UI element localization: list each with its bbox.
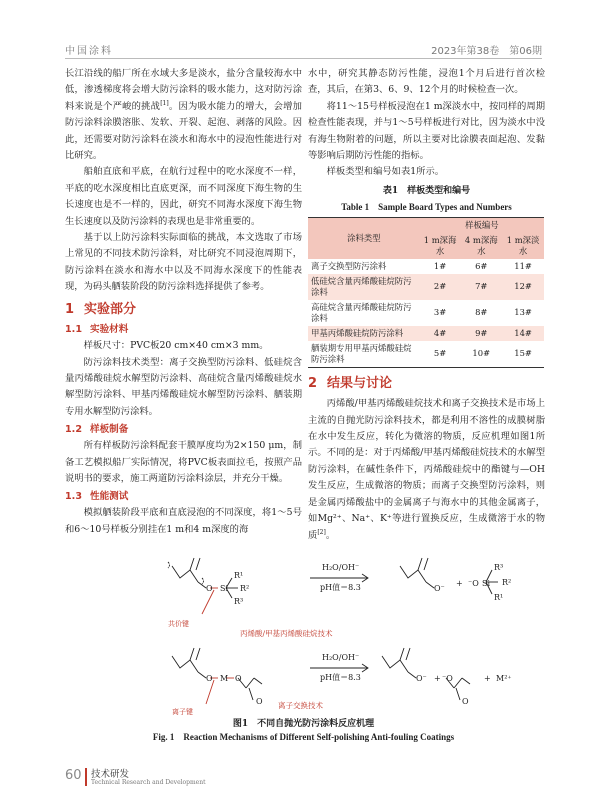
svg-text:R³: R³: [494, 563, 504, 572]
paragraph: 将11～15号样板浸泡在1 m深淡水中，按同样的周期检查性能表现，并与1～5号样板进行对比，因为淡水中没有海生物附着的问题，所以主要对比涂膜表面起泡、发黏等影响后期防污性能的指标。: [308, 100, 545, 162]
table-row: 低硅烷含量丙烯酸硅烷防污涂料 2# 7# 12#: [308, 274, 544, 300]
svg-text:R¹: R¹: [234, 571, 244, 580]
svg-text:+: +: [456, 579, 463, 588]
table-subheader: 1 m深海水: [420, 233, 461, 259]
figure-caption-cn: 图1 不同自抛光防污涂料反应机理: [232, 719, 375, 729]
svg-text:O: O: [206, 674, 213, 683]
svg-text:pH值＝8.3: pH值＝8.3: [320, 673, 361, 682]
paragraph: 水中，研究其静态防污性能，浸泡1个月后进行首次检查，其后，在第3、6、9、12个月的时候检查一次。: [308, 68, 545, 96]
svg-text:Si: Si: [220, 584, 229, 593]
label-silane-tech: 丙烯酸/甲基丙烯酸硅烷技术: [240, 629, 333, 638]
header-rule: [65, 58, 542, 59]
table-header-type: 涂料类型: [308, 217, 420, 259]
label-ion-tech: 离子交换技术: [278, 701, 323, 710]
condition-reagent: H₂O/OH⁻: [322, 563, 360, 572]
paragraph: 模拟舾装阶段平底和直底浸泡的不同深度，将1～5号和6～10号样板分别挂在1 m和4 m深度的海: [65, 507, 302, 535]
sample-table: [308, 217, 544, 368]
svg-text:R²: R²: [502, 578, 512, 587]
label-covalent: 共价键: [168, 620, 189, 628]
paragraph: 样板尺寸：PVC板20 cm×40 cm×3 mm。: [83, 340, 269, 352]
table-caption-en: Table 1 Sample Board Types and Numbers: [341, 201, 512, 212]
paragraph: 样板类型和编号如表1所示。: [326, 166, 445, 178]
running-header: [65, 42, 542, 56]
svg-text:H₂O/OH⁻: H₂O/OH⁻: [322, 653, 360, 662]
subsection-heading: 1.3 性能测试: [65, 491, 129, 503]
svg-text:O: O: [256, 697, 263, 706]
table-row: 舾装期专用甲基丙烯酸硅烷防污涂料 5# 10# 15#: [308, 341, 544, 368]
svg-text:O: O: [462, 697, 469, 706]
table-row: 离子交换型防污涂料 1# 6# 11#: [311, 260, 532, 271]
svg-text:O⁻: O⁻: [434, 584, 445, 593]
svg-text:O: O: [206, 584, 213, 593]
table-row: 甲基丙烯酸硅烷防污涂料 4# 9# 14#: [308, 326, 544, 341]
journal-name: 中国涂料: [65, 46, 113, 57]
table-row: 高硅烷含量丙烯酸硅烷防污涂料 3# 8# 13#: [311, 301, 532, 323]
figure-caption-en: Fig. 1 Reaction Mechanisms of Different Self-polishing Anti-fouling Coatings: [152, 732, 455, 742]
table-subheader: 4 m深海水: [460, 233, 502, 259]
label-ionic: 离子键: [172, 708, 193, 716]
section-name: 技术研发: [91, 769, 130, 780]
table-caption-cn: 表1 样板类型和编号: [382, 185, 471, 196]
svg-text:+: +: [484, 674, 491, 683]
polymer-backbone: [172, 566, 198, 582]
table-header-group: 样板编号: [420, 217, 544, 233]
section-name-en: Technical Research and Development: [91, 779, 206, 786]
svg-text:O⁻: O⁻: [416, 674, 427, 683]
metal-ion: M²⁺: [496, 674, 512, 683]
right-column: [308, 66, 545, 544]
condition-ph: pH值＝8.3: [320, 583, 361, 592]
section-heading: 1 实验部分: [65, 301, 137, 317]
section-heading: 2 结果与讨论: [308, 375, 393, 391]
svg-text:R²: R²: [240, 584, 250, 593]
svg-text:+: +: [434, 674, 441, 683]
page-number: 60: [65, 768, 82, 783]
paragraph: 防污涂料技术类型：离子交换型防污涂料、低硅烷含量丙烯酸硅烷水解型防污涂料、高硅烷含量丙烯酸硅烷水解型防污涂料、甲基丙烯酸硅烷水解型防污涂料、舾装期专用水解型防污涂料。: [65, 356, 302, 417]
svg-text:⁻O: ⁻O: [442, 674, 453, 683]
paragraph: 丙烯酸/甲基丙烯酸硅烷技术和离子交换技术是市场上主流的自抛光防污涂料技术，都是利用不溶性的成膜树脂在水中发生反应，转化为微溶的物质，反应机理如图1所示。不同的是：对于丙烯酸/甲基丙烯酸硅烷技术的水解型防污涂料，在碱性条件下，丙烯酸硅烷中的酯键与—OH发生反应，生成微溶的物质；而离子交换型防污涂料，则是金属丙烯酸盐中的金属离子与海水中的其他金属离子，如Mg²⁺、Na⁺、K⁺等进行置换反应，生成微溶于水的物质[2]。: [308, 398, 545, 541]
table-subheader: 1 m深淡水: [502, 233, 544, 259]
svg-text:O: O: [235, 674, 242, 683]
svg-text:M: M: [220, 674, 229, 683]
svg-text:⁻O: ⁻O: [468, 579, 479, 588]
issue-info: 2023年第38卷 第06期: [431, 46, 542, 57]
left-column: [65, 66, 302, 538]
svg-text:R¹: R¹: [494, 593, 504, 602]
subsection-heading: 1.1 实验材料: [65, 324, 129, 336]
paragraph: 基于以上防污涂料实际面临的挑战，本文选取了市场上常见的不同技术防污涂料，对比研究不同浸泡周期下，防污涂料在淡水和海水中以及不同海水深度下的性能表现，为码头舾装阶段的防污涂料选择提供了参考。: [65, 232, 302, 293]
subsection-heading: 1.2 样板制备: [65, 424, 129, 436]
svg-text:R³: R³: [234, 597, 244, 606]
paragraph: 长江沿线的船厂所在水域大多是淡水，盐分含量较海水中低，渗透梯度将会增大防污涂料的吸水能力，这对防污涂料来说是个严峻的挑战[1]。因为吸水能力的增大，会增加防污涂料涂膜溶胀、发软、开裂、起泡、剥落的风险。因此，还需要对防污涂料在淡水和海水中的浸泡性能进行对比研究。: [65, 68, 302, 162]
paragraph: 所有样板防污涂料配套干膜厚度均为2×150 μm，制备工艺模拟船厂实际情况，将PVC板表面拉毛，按照产品说明书的要求，施工两道防污涂料涂层，并充分干燥。: [65, 440, 302, 484]
svg-text:Si: Si: [482, 579, 491, 588]
paragraph: 船舶直底和平底，在航行过程中的吃水深度不一样，平底的吃水深度相比直底更深，而不同深度下海生物的生长速度也是不一样的，因此，研究不同海水深度下海生物生长速度以及防污涂料的表现也是非常重要的。: [65, 166, 302, 227]
footer-accent-bar: [85, 768, 87, 786]
reaction-mechanism-figure: [110, 548, 530, 730]
